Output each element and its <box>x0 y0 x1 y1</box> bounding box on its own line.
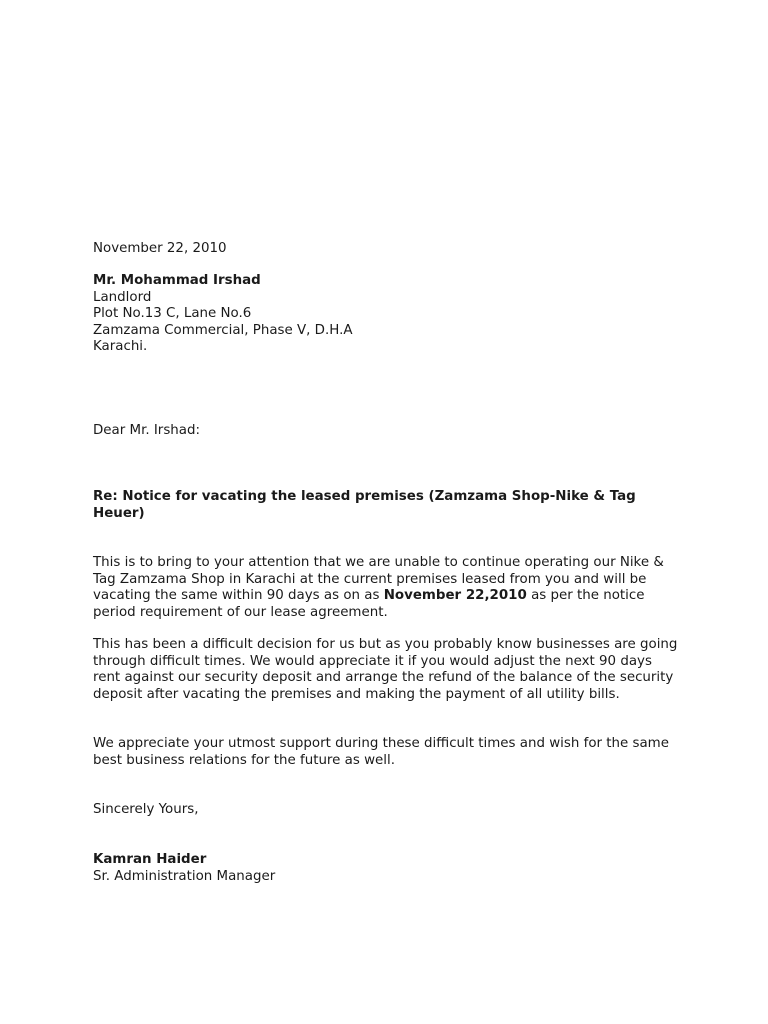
sender-title: Sr. Administration Manager <box>93 868 276 884</box>
recipient-address <box>93 273 683 356</box>
salutation: Dear Mr. Irshad: <box>93 423 200 438</box>
sender-name: Kamran Haider <box>93 852 207 867</box>
recipient-name: Mr. Mohammad Irshad <box>93 273 261 288</box>
paragraph-1-text: This is to bring to your attention that we are unable to continue operating our Nike & Tag Zamzama Shop in Karachi at the current premises leased from you and will be vacating the same within 90 days as on as <box>93 555 664 603</box>
body-paragraph-3: We appreciate your utmost support during these difficult times and wish for the same best business relations for the future as well. <box>93 736 669 768</box>
signature-block <box>93 852 683 885</box>
letter-date: November 22, 2010 <box>93 241 227 256</box>
recipient-city: Karachi. <box>93 339 148 354</box>
closing: Sincerely Yours, <box>93 802 199 817</box>
paragraph-1-text-end: as per the notice period requirement of our lease agreement. <box>93 588 645 620</box>
recipient-title: Landlord <box>93 289 152 305</box>
body-paragraph-2: This has been a difficult decision for us but as you probably know businesses are going through difficult times. We would appreciate it if you would adjust the next 90 days rent against our security deposit and arrange the refund of the balance of the security deposit after vacating the premises and making the payment of all utility bills. <box>93 637 678 702</box>
paragraph-1-date-emphasis: November 22,2010 <box>383 588 527 603</box>
recipient-address-line2: Zamzama Commercial, Phase V, D.H.A <box>93 322 353 338</box>
body-paragraph-1 <box>93 555 683 621</box>
recipient-address-line1: Plot No.13 C, Lane No.6 <box>93 306 252 321</box>
subject-line: Re: Notice for vacating the leased premises (Zamzama Shop-Nike & Tag Heuer) <box>93 489 636 521</box>
